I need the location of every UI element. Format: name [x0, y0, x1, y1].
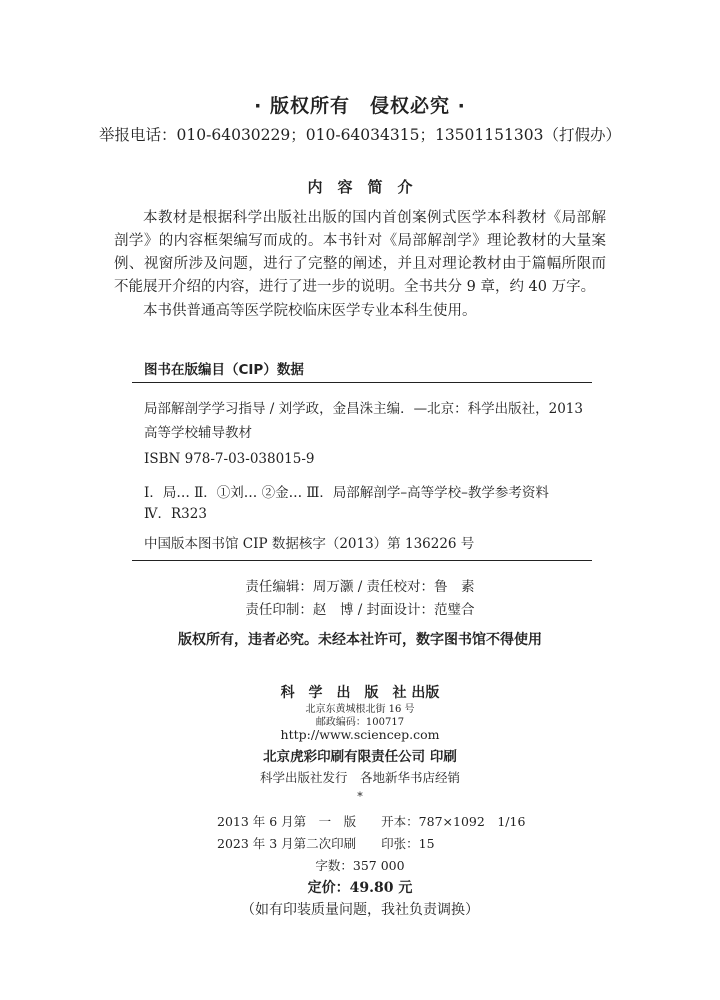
cip-series: 高等学校辅导教材	[144, 425, 252, 441]
cip-classification: Ⅳ．R323	[144, 506, 207, 522]
cip-heading: 图书在版编目（CIP）数据	[144, 362, 304, 378]
copyright-title: · 版权所有 侵权必究 ·	[254, 95, 466, 117]
publisher-website: http://www.sciencep.com	[280, 727, 440, 742]
report-hotline: 举报电话：010-64030229；010-64034315；13501151303（打假办）	[99, 126, 621, 144]
cip-subjects: Ⅰ．局… Ⅱ．①刘… ②金… Ⅲ．局部解剖学–高等学校–教学参考资料	[144, 485, 549, 501]
cip-number: 中国版本图书馆 CIP 数据核字（2013）第 136226 号	[144, 536, 475, 552]
cip-isbn: ISBN 978-7-03-038015-9	[144, 451, 315, 467]
summary-heading: 内 容 简 介	[307, 178, 413, 196]
publisher-name: 科 学 出 版 社 出版	[280, 685, 440, 701]
credits-line-1: 责任编辑：周万灏 / 责任校对：鲁 素	[245, 579, 475, 595]
word-count: 字数：357 000	[315, 858, 405, 873]
rights-notice: 版权所有，违者必究。未经本社许可，数字图书馆不得使用	[178, 632, 542, 648]
publisher-postcode: 邮政编码：100717	[315, 717, 405, 728]
cip-bottom-rule	[132, 560, 592, 561]
publisher-address: 北京东黄城根北街 16 号	[305, 704, 415, 715]
distribution: 科学出版社发行 各地新华书店经销	[259, 770, 460, 785]
summary-paragraph-1: 本教材是根据科学出版社出版的国内首创案例式医学本科教材《局部解剖学》的内容框架编写而成的。本书针对《局部解剖学》理论教材的大量案例、视窗所涉及问题，进行了完整的阐述，并且对理论教材由于篇幅所限而不能展开介绍的内容，进行了进一步的说明。全书共分 9 章，约 40 万字。	[114, 210, 606, 295]
credits-line-2: 责任印制：赵 博 / 封面设计：范璧合	[245, 602, 475, 618]
price: 定价：49.80 元	[307, 880, 413, 896]
quality-note: （如有印装质量问题，我社负责调换）	[241, 902, 479, 918]
cip-top-rule	[132, 382, 592, 383]
summary-paragraph-2: 本书供普通高等医学院校临床医学专业本科生使用。	[143, 303, 477, 319]
edition-first: 2013 年 6 月第 一 版 开本：787×1092 1/16	[217, 814, 526, 829]
cip-title-line: 局部解剖学学习指导 / 刘学政，金昌洙主编．—北京：科学出版社，2013	[144, 401, 583, 417]
edition-reprint: 2023 年 3 月第二次印刷 印张：15	[217, 836, 435, 851]
printer-name: 北京虎彩印刷有限责任公司 印刷	[263, 749, 457, 765]
separator-star: *	[357, 790, 363, 803]
